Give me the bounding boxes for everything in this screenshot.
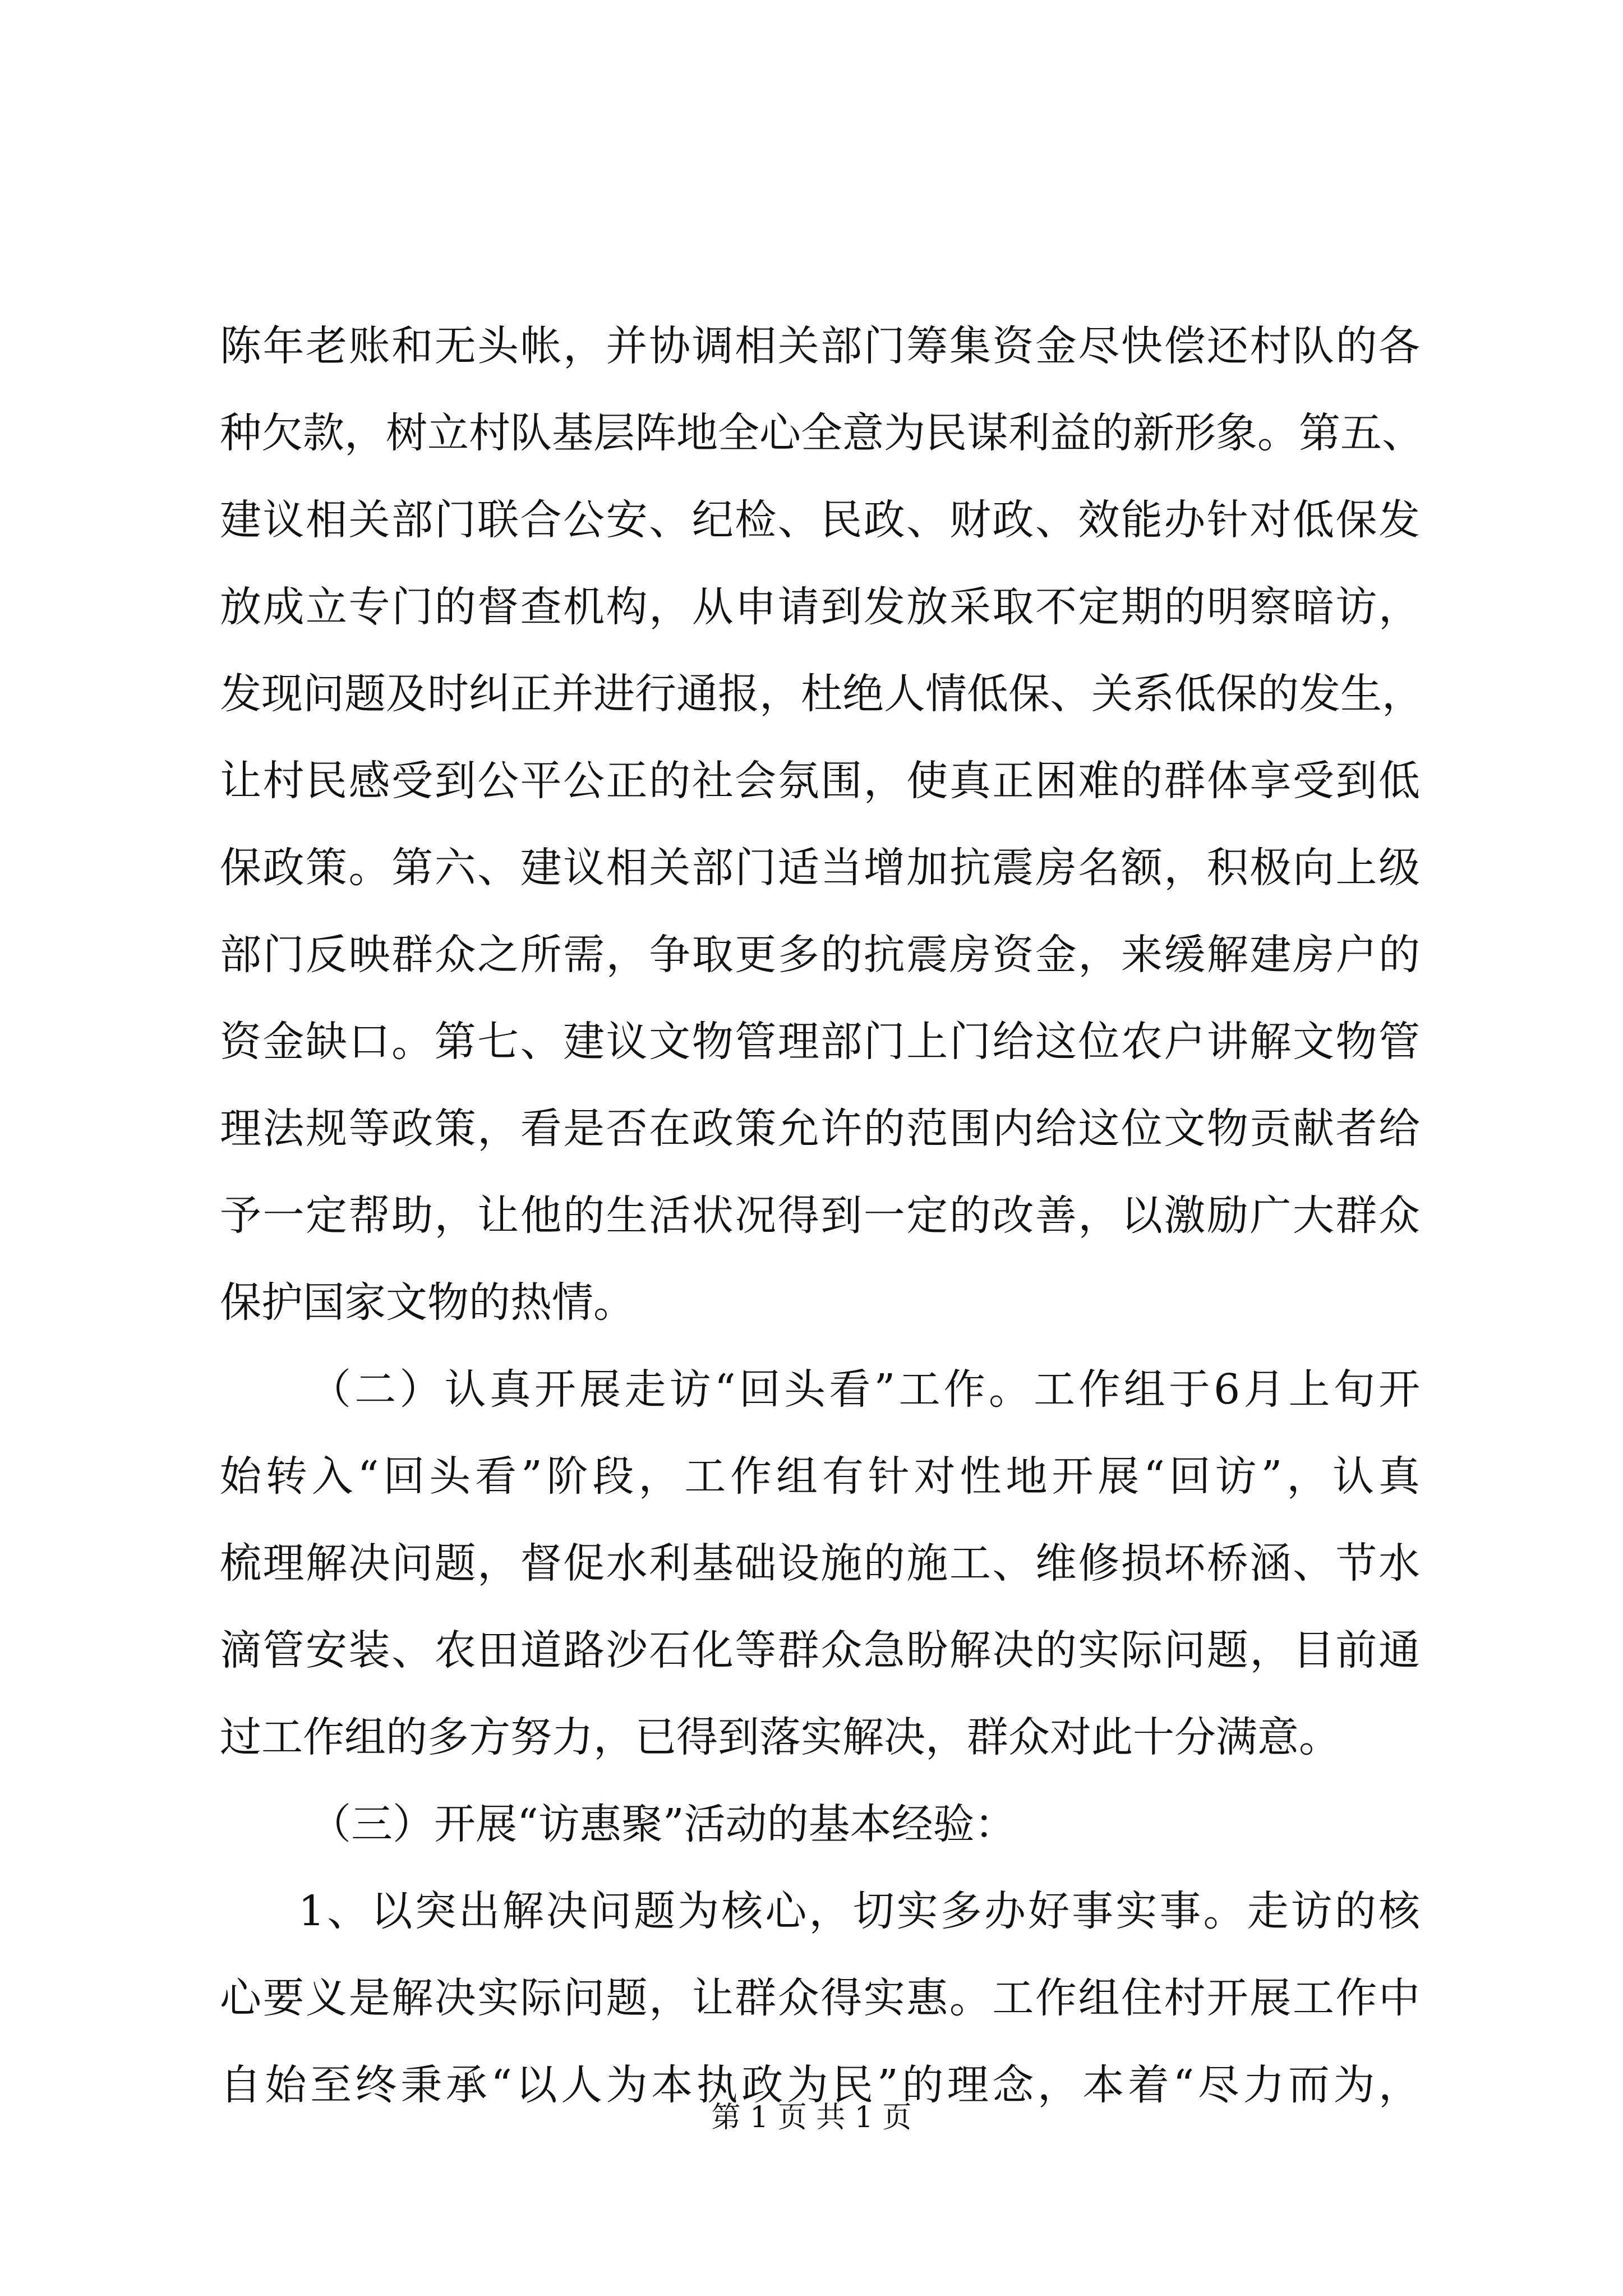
document-body xyxy=(220,303,1423,2129)
text-line: 放成立专门的督查机构，从申请到发放采取不定期的明察暗访， xyxy=(220,583,1420,631)
text-line: 理法规等政策，看是否在政策允许的范围内给这位文物贡献者给 xyxy=(220,1105,1420,1153)
text-line: 1、以突出解决问题为核心，切实多办好事实事。走访的核 xyxy=(298,1887,1420,1935)
text-line: 保护国家文物的热情。 xyxy=(220,1278,635,1327)
text-line: 部门反映群众之所需，争取更多的抗震房资金，来缓解建房户的 xyxy=(220,931,1420,979)
text-line: 自始至终秉承“以人为本执政为民”的理念，本着“尽力而为， xyxy=(220,2061,1420,2109)
text-line: 发现问题及时纠正并进行通报，杜绝人情低保、关系低保的发生， xyxy=(220,670,1423,718)
text-line: 梳理解决问题，督促水利基础设施的施工、维修损坏桥涵、节水 xyxy=(220,1539,1420,1588)
text-line: 心要义是解决实际问题，让群众得实惠。工作组住村开展工作中 xyxy=(220,1974,1420,2022)
text-line: （二）认真开展走访“回头看”工作。工作组于6月上旬开 xyxy=(310,1365,1420,1414)
text-line: 予一定帮助，让他的生活状况得到一定的改善，以激励广大群众 xyxy=(220,1191,1420,1240)
text-line: 陈年老账和无头帐，并协调相关部门筹集资金尽快偿还村队的各 xyxy=(220,322,1420,370)
text-line: 建议相关部门联合公安、纪检、民政、财政、效能办针对低保发 xyxy=(220,496,1420,544)
text-line: 滴管安装、农田道路沙石化等群众急盼解决的实际问题，目前通 xyxy=(220,1626,1420,1674)
text-line: 资金缺口。第七、建议文物管理部门上门给这位农户讲解文物管 xyxy=(220,1018,1420,1066)
page-footer: 第 1 页 共 1 页 xyxy=(711,2101,912,2134)
text-line: 保政策。第六、建议相关部门适当增加抗震房名额，积极向上级 xyxy=(220,844,1420,892)
text-line: 过工作组的多方努力，已得到落实解决，群众对此十分满意。 xyxy=(220,1713,1340,1761)
text-line: （三）开展“访惠聚”活动的基本经验： xyxy=(310,1800,1016,1848)
text-line: 种欠款，树立村队基层阵地全心全意为民谋利益的新形象。第五、 xyxy=(220,409,1423,457)
text-line: 让村民感受到公平公正的社会氛围，使真正困难的群体享受到低 xyxy=(220,757,1420,805)
text-line: 始转入“回头看”阶段，工作组有针对性地开展“回访”，认真 xyxy=(220,1452,1420,1501)
